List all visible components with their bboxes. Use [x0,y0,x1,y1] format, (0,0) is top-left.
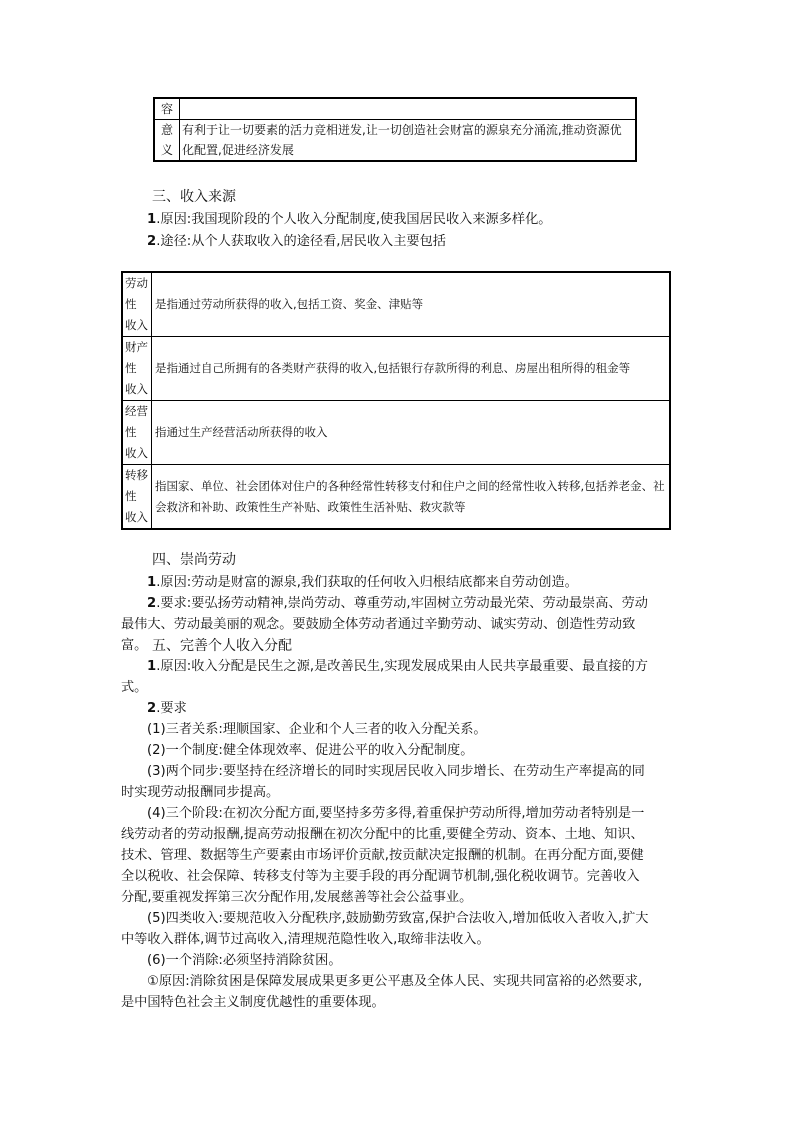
paragraph: 2.要求:要弘扬劳动精神,崇尚劳动、尊重劳动,牢固树立劳动最光荣、劳动最崇高、劳动最伟大、劳动最美丽的观念。要鼓励全体劳动者通过辛勤劳动、诚实劳动、创造性劳动致富。 [121,596,648,653]
paragraph: 1.原因:劳动是财富的源泉,我们获取的任何收入归根结底都来自劳动创造。 [147,575,578,590]
list-item: ①原因:消除贫困是保障发展成果更多更公平惠及全体人民、实现共同富裕的必然要求,是中国特色社会主义制度优越性的重要体现。 [121,974,643,1010]
row-content: 有利于让一切要素的活力竞相迸发,让一切创造社会财富的源泉充分涌流,推动资源优化配置,促进经济发展 [180,120,637,162]
row-label: 容 [154,98,180,120]
section-heading-income-sources: 三、收入来源 [152,189,236,205]
row-label: 劳动 性 收入 [122,272,152,337]
table-row [154,98,636,120]
table-row [154,120,636,162]
list-item: (3)两个同步:要坚持在经济增长的同时实现居民收入同步增长、在劳动生产率提高的同时实现劳动报酬同步提高。 [121,764,645,800]
paragraph: 1.原因:我国现阶段的个人收入分配制度,使我国居民收入来源多样化。 [147,212,552,227]
list-item: (5)四类收入:要规范收入分配秩序,鼓励勤劳致富,保护合法收入,增加低收入者收入,扩大中等收入群体,调节过高收入,清理规范隐性收入,取缔非法收入。 [121,911,649,947]
row-content: 是指通过自己所拥有的各类财产获得的收入,包括银行存款所得的利息、房屋出租所得的租金等 [152,337,671,401]
table-row [122,401,670,465]
row-content: 指国家、单位、社会团体对住户的各种经常性转移支付和住户之间的经常性收入转移,包括养老金、社会救济和补助、政策性生产补贴、政策性生活补贴、救灾款等 [152,465,671,530]
section-heading-income-distribution: 五、完善个人收入分配 [152,638,292,654]
income-types-table [121,271,671,530]
table-row [122,465,670,530]
list-item: (6)一个消除:必须坚持消除贫困。 [147,953,342,968]
table-row [122,337,670,401]
section-heading-respect-labor: 四、崇尚劳动 [152,552,236,568]
row-content: 是指通过劳动所获得的收入,包括工资、奖金、津贴等 [152,272,671,337]
list-item: (2)一个制度:健全体现效率、促进公平的收入分配制度。 [147,743,474,758]
paragraph: 1.原因:收入分配是民生之源,是改善民生,实现发展成果由人民共享最重要、最直接的方式。 [121,659,648,695]
paragraph: 2.要求 [147,701,187,716]
row-label: 转移 性 收入 [122,465,152,530]
paragraph: 2.途径:从个人获取收入的途径看,居民收入主要包括 [147,234,446,249]
row-content [180,98,637,120]
row-label: 经营 性 收入 [122,401,152,465]
list-item: (4)三个阶段:在初次分配方面,要坚持多劳多得,着重保护劳动所得,增加劳动者特别是一线劳动者的劳动报酬,提高劳动报酬在初次分配中的比重,要健全劳动、资本、土地、知识、技术、管理、数据等生产要素由市场评价贡献,按贡献决定报酬的机制。在再分配方面,要健全以税收、社会保障、转移支付等为主要手段的再分配调节机制,强化税收调节。完善收入分配,要重视发挥第三次分配作用,发展慈善等社会公益事业。 [121,806,645,905]
row-label: 财产 性 收入 [122,337,152,401]
list-item: (1)三者关系:理顺国家、企业和个人三者的收入分配关系。 [147,722,487,737]
table-row [122,272,670,337]
row-label: 意 义 [154,120,180,162]
row-content: 指通过生产经营活动所获得的收入 [152,401,671,465]
economic-system-table [153,97,637,162]
